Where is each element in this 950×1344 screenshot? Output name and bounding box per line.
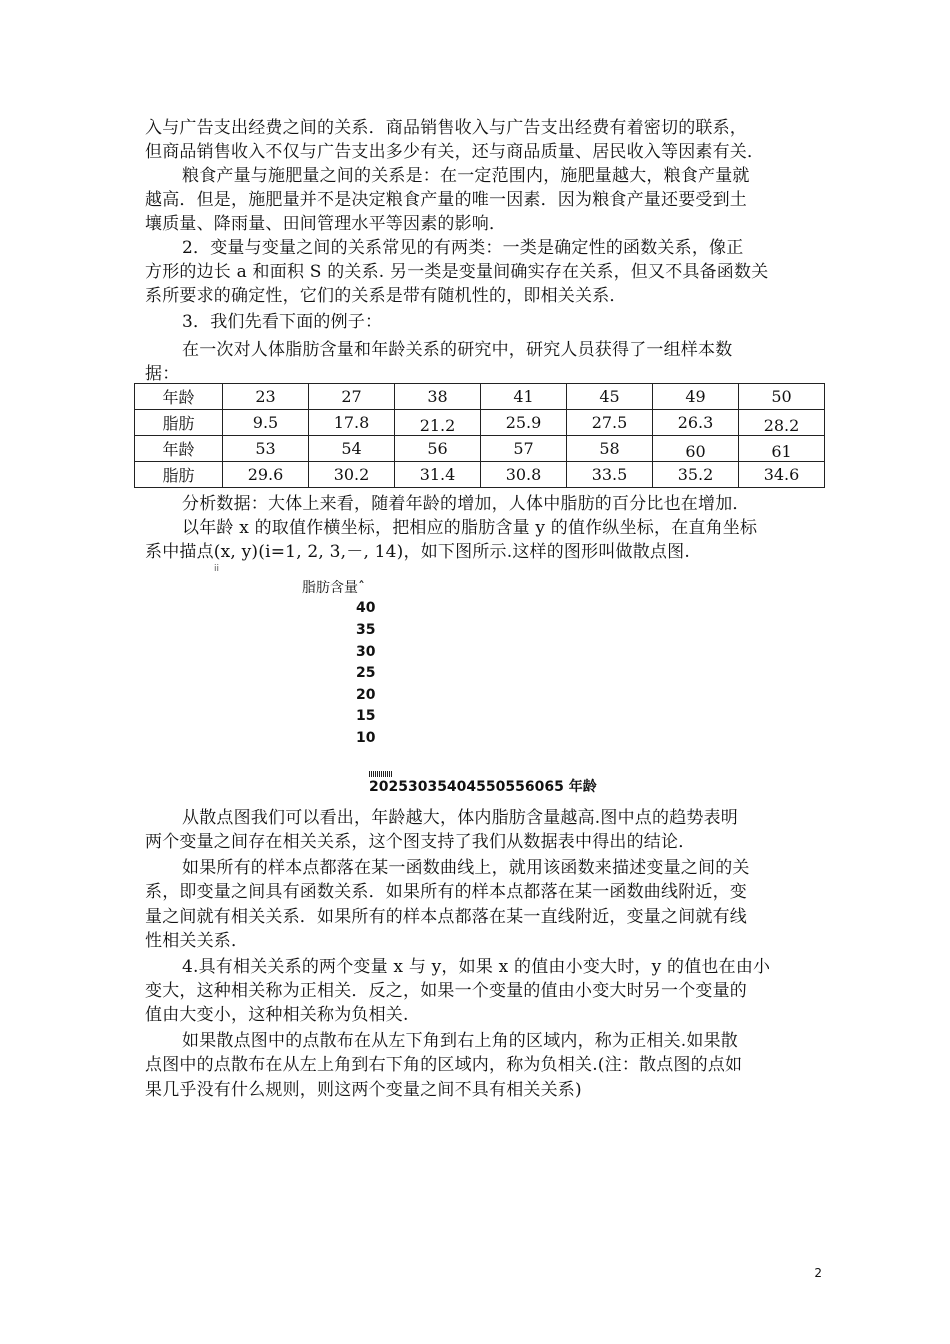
- y-tick-label: 10: [356, 730, 376, 746]
- table-cell: 38: [395, 384, 481, 410]
- paragraph-line: 在一次对人体脂肪含量和年龄关系的研究中，研究人员获得了一组样本数: [182, 340, 733, 360]
- table-cell: 27.5: [567, 410, 653, 436]
- table-cell: 9.5: [223, 410, 309, 436]
- paragraph-line: 系，即变量之间具有函数关系．如果所有的样本点都落在某一函数曲线附近，变: [145, 882, 747, 902]
- table-row-label: 年龄: [135, 384, 223, 410]
- table-cell: 45: [567, 384, 653, 410]
- table-cell: 17.8: [309, 410, 395, 436]
- table-cell: 21.2: [395, 410, 481, 436]
- page-number: 2: [814, 1266, 822, 1280]
- table-row: [135, 462, 825, 488]
- table-cell: 41: [481, 384, 567, 410]
- y-tick-label: 40: [356, 600, 376, 616]
- paragraph-line: 粮食产量与施肥量之间的关系是：在一定范围内，施肥量越大，粮食产量就: [182, 166, 750, 186]
- table-row: [135, 436, 825, 462]
- paragraph-line: 2．变量与变量之间的关系常见的有两类：一类是确定性的函数关系，像正: [182, 238, 744, 258]
- table-cell: 58: [567, 436, 653, 462]
- y-tick-label: 25: [356, 665, 376, 681]
- paragraph-line: 分析数据：大体上来看，随着年龄的增加，人体中脂肪的百分比也在增加．: [182, 494, 750, 514]
- table-cell: 57: [481, 436, 567, 462]
- paragraph-line: 以年龄 x 的取值作横坐标，把相应的脂肪含量 y 的值作纵坐标，在直角坐标: [182, 518, 758, 538]
- y-tick-label: 15: [356, 708, 376, 724]
- table-cell: 54: [309, 436, 395, 462]
- table-row-label: 年龄: [135, 436, 223, 462]
- paragraph-line: 越高．但是，施肥量并不是决定粮食产量的唯一因素．因为粮食产量还要受到土: [145, 190, 747, 210]
- y-tick-label: 20: [356, 687, 376, 703]
- y-tick-label: 35: [356, 622, 376, 638]
- table-cell: 60: [653, 436, 739, 462]
- table-cell: 56: [395, 436, 481, 462]
- table-cell: 31.4: [395, 462, 481, 488]
- table-cell: 34.6: [739, 462, 825, 488]
- paragraph-line: 入与广告支出经费之间的关系．商品销售收入与广告支出经费有着密切的联系，: [145, 118, 747, 138]
- chart-x-axis-text: 20253035404550556065 年龄: [369, 779, 597, 795]
- paragraph-line: 量之间就有相关关系．如果所有的样本点都落在某一直线附近，变量之间就有线: [145, 907, 747, 927]
- paragraph-line: 如果散点图中的点散布在从左下角到右上角的区域内，称为正相关.如果散: [182, 1031, 739, 1051]
- paragraph-line: 4.具有相关关系的两个变量 x 与 y，如果 x 的值由小变大时，y 的值也在由小: [182, 957, 771, 977]
- table-cell: 61: [739, 436, 825, 462]
- paragraph-line: 变大，这种相关称为正相关．反之，如果一个变量的值由小变大时另一个变量的: [145, 981, 747, 1001]
- data-table: [134, 383, 825, 488]
- table-row-label: 脂肪: [135, 462, 223, 488]
- table-cell: 35.2: [653, 462, 739, 488]
- table-cell: 30.2: [309, 462, 395, 488]
- paragraph-line: 但商品销售收入不仅与广告支出多少有关，还与商品质量、居民收入等因素有关．: [145, 142, 765, 162]
- y-tick-label: 30: [356, 644, 376, 660]
- table-row: [135, 410, 825, 436]
- chart-y-label: 脂肪含量ˆ: [302, 580, 365, 596]
- table-row-label: 脂肪: [135, 410, 223, 436]
- table-cell: 23: [223, 384, 309, 410]
- table-cell: 50: [739, 384, 825, 410]
- table-cell: 53: [223, 436, 309, 462]
- paragraph-line: 如果所有的样本点都落在某一函数曲线上，就用该函数来描述变量之间的关: [182, 858, 750, 878]
- table-cell: 49: [653, 384, 739, 410]
- paragraph-line: 系中描点(x, y)(i=1, 2, 3,－, 14)，如下图所示.这样的图形叫做散点图.: [145, 542, 690, 562]
- paragraph-line: 系所要求的确定性，它们的关系是带有随机性的，即相关关系．: [145, 286, 627, 306]
- paragraph-line: 值由大变小，这种相关称为负相关.: [145, 1005, 409, 1025]
- paragraph-line: 点图中的点散布在从左上角到右下角的区域内，称为负相关.(注：散点图的点如: [145, 1055, 743, 1075]
- paragraph-line: 两个变量之间存在相关关系，这个图支持了我们从数据表中得出的结论．: [145, 832, 696, 852]
- table-cell: 29.6: [223, 462, 309, 488]
- paragraph-line: 性相关关系．: [145, 931, 249, 951]
- paragraph-line: 3．我们先看下面的例子：: [182, 312, 383, 332]
- paragraph-line: 从散点图我们可以看出，年龄越大，体内脂肪含量越高.图中点的趋势表明: [182, 808, 739, 828]
- table-row: [135, 384, 825, 410]
- table-cell: 33.5: [567, 462, 653, 488]
- paragraph-line: 壤质量、降雨量、田间管理水平等因素的影响．: [145, 214, 507, 234]
- table-cell: 28.2: [739, 410, 825, 436]
- table-cell: 26.3: [653, 410, 739, 436]
- paragraph-line: 果几乎没有什么规则，则这两个变量之间不具有相关关系): [145, 1080, 582, 1100]
- table-cell: 27: [309, 384, 395, 410]
- table-cell: 30.8: [481, 462, 567, 488]
- stray-mark: ii: [214, 564, 220, 574]
- paragraph-line: 方形的边长 a 和面积 S 的关系. 另一类是变量间确实存在关系，但又不具备函数关: [145, 262, 769, 282]
- table-cell: 25.9: [481, 410, 567, 436]
- paragraph-line: 据：: [145, 364, 180, 384]
